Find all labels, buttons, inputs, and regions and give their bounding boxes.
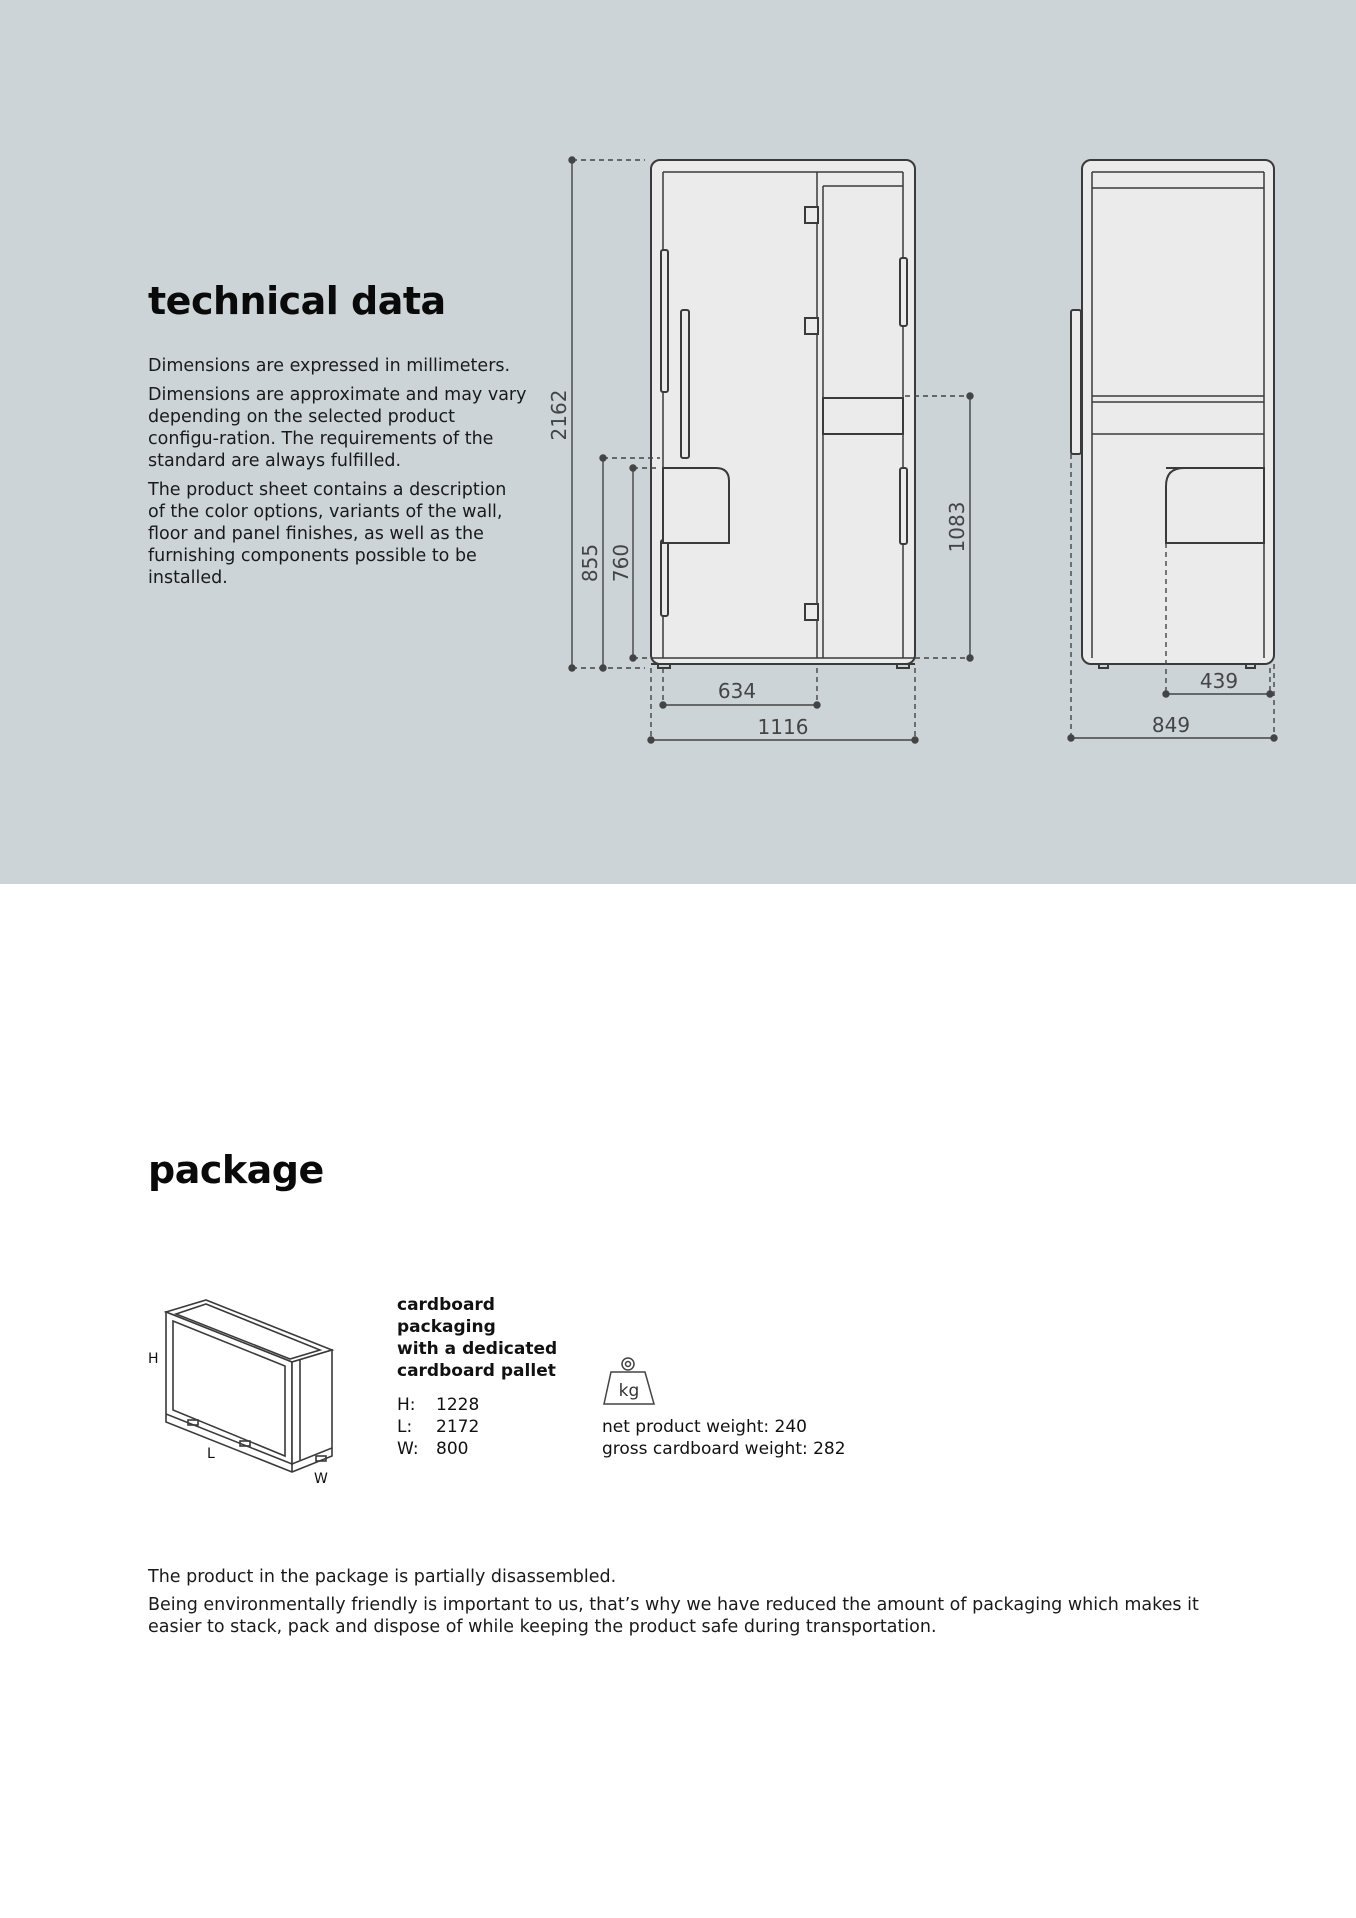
dim-total-width: 1116 <box>757 715 809 739</box>
package-notes <box>148 1566 1228 1644</box>
dim-side-seat-depth: 439 <box>1199 669 1239 693</box>
package-dimension-value: 2172 <box>436 1417 480 1437</box>
technical-data-title: technical data <box>148 279 446 323</box>
dim-door-width: 634 <box>717 679 757 703</box>
package-description-line: with a dedicated <box>397 1339 558 1359</box>
package-dimension-row <box>397 1438 479 1460</box>
package-dimension-key: L: <box>397 1417 413 1437</box>
package-dimension-value: 1228 <box>436 1395 480 1415</box>
package-box-illustration <box>140 1290 350 1490</box>
package-description-line: cardboard pallet <box>397 1361 556 1381</box>
package-description-line: packaging <box>397 1317 496 1337</box>
package-title: package <box>148 1148 324 1192</box>
description-paragraph: Dimensions are approximate and may vary depending on the selected product configu-ration. The requirements of the standard are always fulfilled. <box>148 385 527 471</box>
box-width-label: W <box>314 1471 328 1487</box>
front-view <box>651 160 915 668</box>
package-dimension-row <box>397 1394 479 1416</box>
gross-weight: gross cardboard weight: 282 <box>602 1439 846 1459</box>
weight-icon <box>601 1356 657 1408</box>
net-weight: net product weight: 240 <box>602 1417 807 1437</box>
dimension-drawing <box>0 0 1356 884</box>
package-dimension-key: W: <box>397 1439 419 1459</box>
dim-seat-height: 760 <box>609 543 633 583</box>
package-note: The product in the package is partially disassembled. <box>148 1567 617 1587</box>
package-description <box>397 1294 577 1382</box>
weight-icon-label: kg <box>618 1381 640 1401</box>
package-dimension-key: H: <box>397 1395 416 1415</box>
dim-total-height: 2162 <box>547 389 571 441</box>
package-description-line: cardboard <box>397 1295 495 1315</box>
dim-bench-height: 855 <box>578 543 602 583</box>
description-paragraph: Dimensions are expressed in millimeters. <box>148 356 511 376</box>
dim-total-depth: 849 <box>1151 713 1191 737</box>
box-height-label: H <box>148 1351 159 1367</box>
side-view <box>1071 160 1274 668</box>
package-note: Being environmentally friendly is important to us, that’s why we have reduced the amount of packaging which makes it easier to stack, pack and dispose of while keeping the product safe during transportation. <box>148 1595 1199 1637</box>
dim-table-height: 1083 <box>945 501 969 553</box>
description-paragraph: The product sheet contains a description of the color options, variants of the wall, floor and panel finishes, as well as the furnishing components possible to be installed. <box>148 480 507 588</box>
package-dimensions <box>397 1394 479 1460</box>
package-weights <box>602 1416 846 1460</box>
package-dimension-row <box>397 1416 479 1438</box>
box-length-label: L <box>207 1446 215 1462</box>
package-dimension-value: 800 <box>436 1439 469 1459</box>
